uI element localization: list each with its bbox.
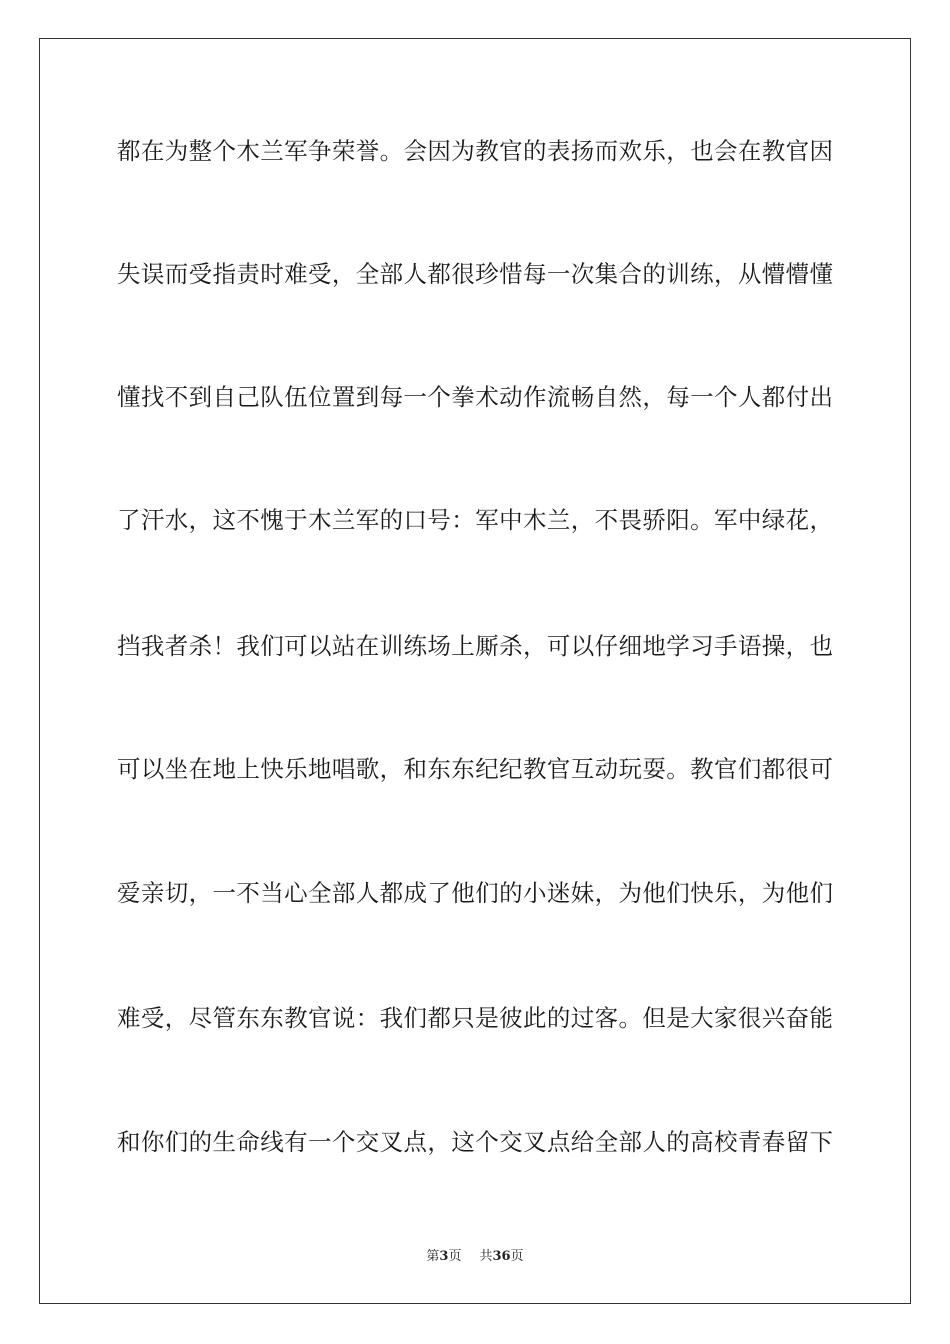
body-text-line-5: 挡我者杀！我们可以站在训练场上厮杀，可以仔细地学习手语操，也 — [117, 632, 833, 660]
page-suffix: 页 — [448, 1249, 462, 1264]
page-footer — [0, 1248, 950, 1266]
total-pages: 36 — [492, 1249, 511, 1264]
body-text-line-3: 懂找不到自己队伍位置到每一个拳术动作流畅自然，每一个人都付出 — [117, 383, 833, 411]
page-prefix: 第 — [426, 1249, 440, 1264]
body-text-line-2: 失误而受指责时难受，全部人都很珍惜每一次集合的训练，从懵懵懂 — [117, 260, 833, 288]
page-number: 3 — [439, 1249, 449, 1264]
body-text-line-7: 爱亲切，一不当心全部人都成了他们的小迷妹，为他们快乐，为他们 — [117, 879, 833, 907]
total-prefix: 共 — [479, 1249, 493, 1264]
body-text-line-9: 和你们的生命线有一个交叉点，这个交叉点给全部人的高校青春留下 — [117, 1128, 833, 1156]
page-border — [39, 38, 911, 1304]
body-text-line-4: 了汗水，这不愧于木兰军的口号：军中木兰，不畏骄阳。军中绿花， — [117, 506, 833, 534]
body-text-line-1: 都在为整个木兰军争荣誉。会因为教官的表扬而欢乐，也会在教官因 — [117, 137, 833, 165]
body-text-line-8: 难受，尽管东东教官说：我们都只是彼此的过客。但是大家很兴奋能 — [117, 1004, 833, 1032]
total-suffix: 页 — [510, 1249, 524, 1264]
body-text-line-6: 可以坐在地上快乐地唱歌，和东东纪纪教官互动玩耍。教官们都很可 — [117, 755, 833, 783]
